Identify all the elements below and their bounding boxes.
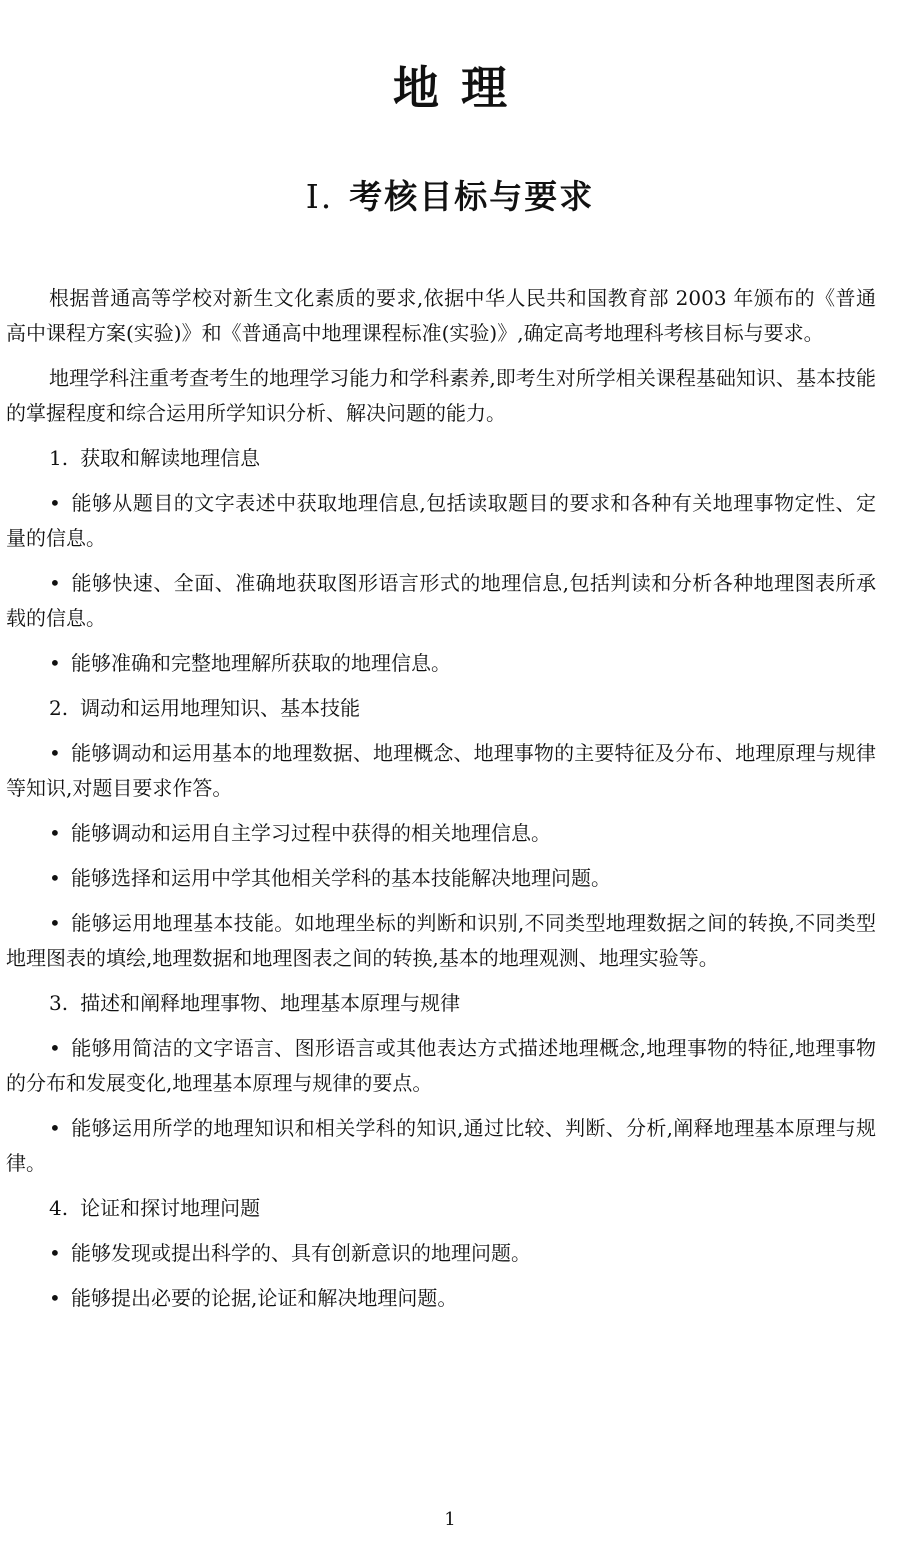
objective-heading bbox=[6, 986, 876, 1021]
bullet-icon: • bbox=[49, 911, 61, 935]
objective-title: 论证和探讨地理问题 bbox=[80, 1196, 261, 1220]
objective-title: 获取和解读地理信息 bbox=[80, 446, 261, 470]
bullet-icon: • bbox=[49, 651, 61, 675]
objective-number: 4. bbox=[49, 1196, 69, 1220]
section-numeral: Ⅰ. bbox=[305, 177, 334, 216]
objective-number: 1. bbox=[49, 446, 69, 470]
list-item bbox=[6, 816, 876, 851]
bullet-icon: • bbox=[49, 741, 61, 765]
list-item-text: 能够用简洁的文字语言、图形语言或其他表达方式描述地理概念,地理事物的特征,地理事物的分布和发展变化,地理基本原理与规律的要点。 bbox=[6, 1036, 876, 1095]
list-item bbox=[6, 646, 876, 681]
bullet-icon: • bbox=[49, 1036, 61, 1060]
objective-title: 描述和阐释地理事物、地理基本原理与规律 bbox=[80, 991, 461, 1015]
list-item bbox=[6, 861, 876, 896]
list-item-text: 能够运用所学的地理知识和相关学科的知识,通过比较、判断、分析,阐释地理基本原理与规律。 bbox=[6, 1116, 876, 1175]
list-item-text: 能够调动和运用自主学习过程中获得的相关地理信息。 bbox=[71, 821, 551, 845]
list-item-text: 能够准确和完整地理解所获取的地理信息。 bbox=[71, 651, 451, 675]
list-item bbox=[6, 486, 876, 556]
list-item-text: 能够调动和运用基本的地理数据、地理概念、地理事物的主要特征及分布、地理原理与规律等知识,对题目要求作答。 bbox=[6, 741, 876, 800]
bullet-icon: • bbox=[49, 1116, 61, 1140]
document-title: 地理 bbox=[393, 61, 529, 115]
objective-number: 3. bbox=[49, 991, 69, 1015]
objective-number: 2. bbox=[49, 696, 69, 720]
intro-paragraph: 根据普通高等学校对新生文化素质的要求,依据中华人民共和国教育部 2003 年颁布的《普通高中课程方案(实验)》和《普通高中地理课程标准(实验)》,确定高考地理科考核目标与要求。 bbox=[6, 286, 876, 345]
list-item-text: 能够快速、全面、准确地获取图形语言形式的地理信息,包括判读和分析各种地理图表所承载的信息。 bbox=[6, 571, 876, 630]
list-item bbox=[6, 1111, 876, 1181]
bullet-icon: • bbox=[49, 1286, 61, 1310]
bullet-icon: • bbox=[49, 491, 61, 515]
list-item bbox=[6, 906, 876, 976]
intro-paragraph: 地理学科注重考查考生的地理学习能力和学科素养,即考生对所学相关课程基础知识、基本技能的掌握程度和综合运用所学知识分析、解决问题的能力。 bbox=[6, 366, 876, 425]
document-body bbox=[6, 281, 876, 1326]
objective-heading bbox=[6, 441, 876, 476]
list-item bbox=[6, 1031, 876, 1101]
objective-heading bbox=[6, 691, 876, 726]
bullet-icon: • bbox=[49, 866, 61, 890]
list-item bbox=[6, 566, 876, 636]
page-number: 1 bbox=[444, 1509, 456, 1530]
bullet-icon: • bbox=[49, 821, 61, 845]
list-item-text: 能够运用地理基本技能。如地理坐标的判断和识别,不同类型地理数据之间的转换,不同类型地理图表的填绘,地理数据和地理图表之间的转换,基本的地理观测、地理实验等。 bbox=[6, 911, 876, 970]
list-item bbox=[6, 1281, 876, 1316]
bullet-icon: • bbox=[49, 571, 61, 595]
list-item bbox=[6, 736, 876, 806]
list-item bbox=[6, 1236, 876, 1271]
bullet-icon: • bbox=[49, 1241, 61, 1265]
section-heading bbox=[0, 174, 900, 220]
list-item-text: 能够提出必要的论据,论证和解决地理问题。 bbox=[71, 1286, 458, 1310]
section-title: 考核目标与要求 bbox=[349, 177, 595, 216]
list-item-text: 能够选择和运用中学其他相关学科的基本技能解决地理问题。 bbox=[71, 866, 611, 890]
list-item-text: 能够发现或提出科学的、具有创新意识的地理问题。 bbox=[71, 1241, 531, 1265]
list-item-text: 能够从题目的文字表述中获取地理信息,包括读取题目的要求和各种有关地理事物定性、定量的信息。 bbox=[6, 491, 876, 550]
objective-title: 调动和运用地理知识、基本技能 bbox=[80, 696, 361, 720]
objective-heading bbox=[6, 1191, 876, 1226]
